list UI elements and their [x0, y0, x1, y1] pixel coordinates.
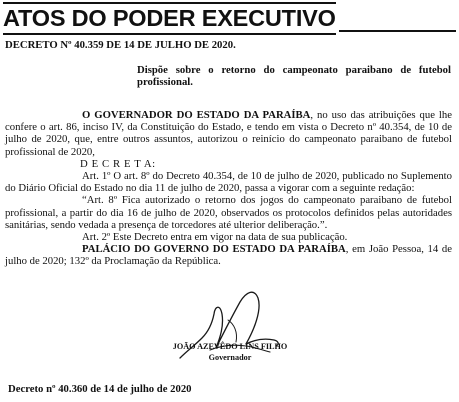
next-decree-title: Decreto nº 40.360 de 14 de julho de 2020 — [8, 383, 192, 395]
closing-palace: PALÁCIO DO GOVERNO DO ESTADO DA PARAÍBA — [82, 243, 346, 256]
article-1-quote: “Art. 8º Fica autorizado o retorno dos jogos do campeonato paraibano de futebol profissional, a partir do dia 16 de julho de 2020, observados os protocolos definidos pelas autoridades sanitárias, sendo vedada a presença de torcedores até ulterior deliberação.”. — [5, 194, 452, 231]
decree-title: DECRETO Nº 40.359 DE 14 DE JULHO DE 2020. — [5, 39, 236, 51]
preamble-paragraph — [5, 109, 452, 158]
signatory-name: JOÃO AZEVÊDO LINS FILHO — [172, 342, 288, 351]
decreta-heading: D E C R E T A: — [80, 157, 156, 170]
decree-body — [5, 109, 452, 268]
preamble-governor: O GOVERNADOR DO ESTADO DA PARAÍBA — [82, 109, 311, 121]
decree-ementa: Dispõe sobre o retorno do campeonato paraibano de futebol profissional. — [137, 64, 451, 89]
closing-paragraph — [5, 243, 452, 267]
article-1: Art. 1º O art. 8º do Decreto 40.354, de 10 de julho de 2020, publicado no Suplemento do Diário Oficial do Estado no dia 11 de julho de 2020, passa a vigorar com a seguinte redação: — [5, 170, 452, 195]
article-2: Art. 2º Este Decreto entra em vigor na data de sua publicação. — [82, 231, 348, 244]
preamble-text: , no uso das atribuições que lhe confere o art. 86, inciso IV, da Constituição do Estado, e tendo em vista o Decreto nº 40.354, de 10 de julho de 2020, que, entre outros assuntos, autorizou o reinício do campeonato paraibano de futebol profissional de 2020, — [5, 109, 452, 158]
closing-text: , em João Pessoa, 14 de julho de 2020; 132º da Proclamação da República. — [5, 243, 453, 268]
signature-block — [150, 280, 310, 380]
banner-rule — [339, 30, 456, 32]
signatory-role: Governador — [208, 353, 252, 362]
handwritten-signature — [150, 280, 310, 380]
section-banner: ATOS DO PODER EXECUTIVO — [3, 2, 336, 35]
